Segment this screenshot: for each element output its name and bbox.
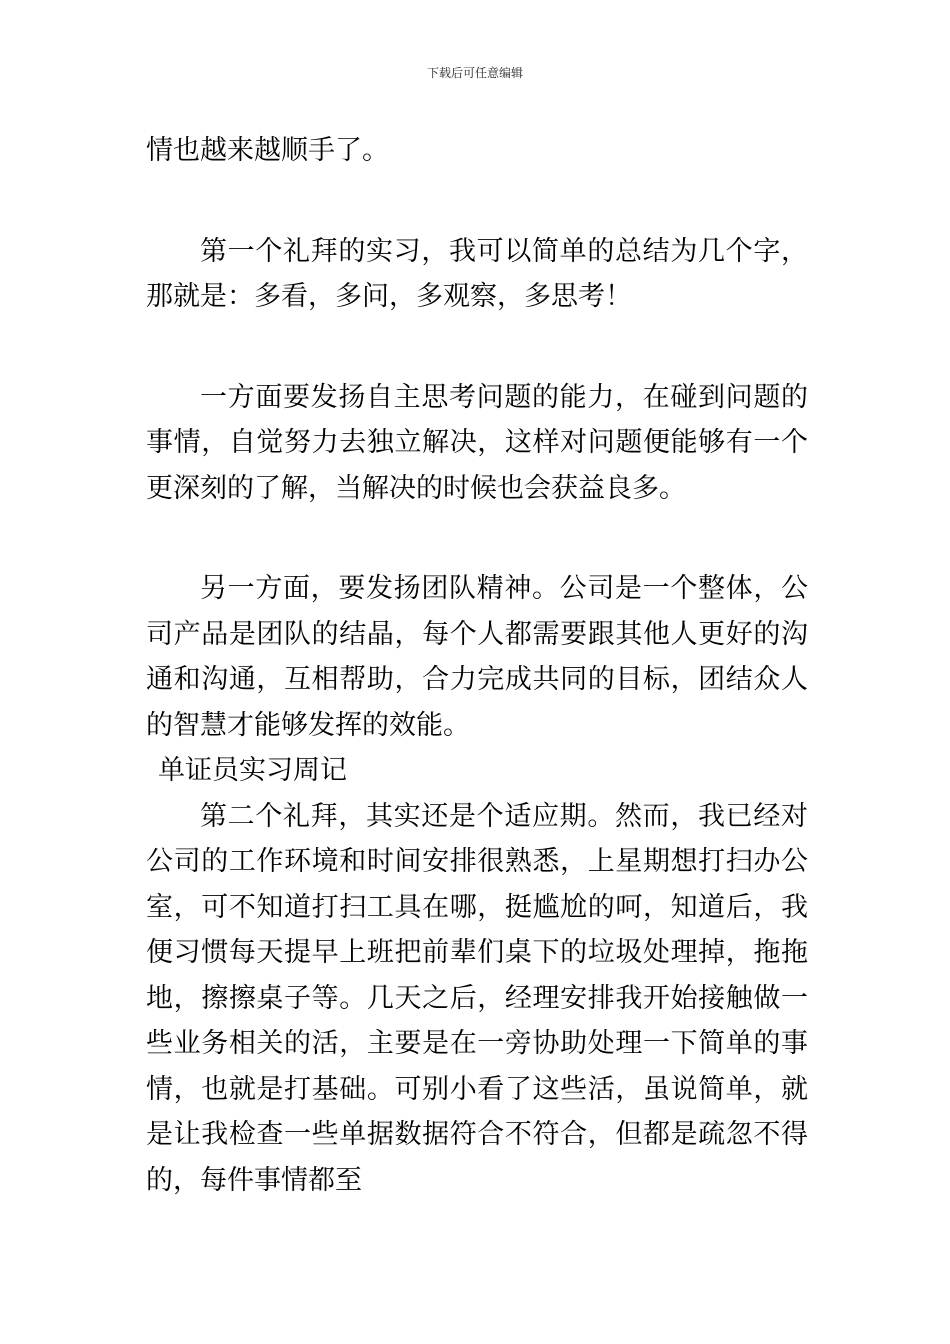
paragraph-independent-thinking: 一方面要发扬自主思考问题的能力，在碰到问题的事情，自觉努力去独立解决，这样对问题便能够有一个更深刻的了解，当解决的时候也会获益良多。 — [146, 381, 808, 504]
paragraph-gap — [146, 511, 808, 566]
paragraph-week2: 第二个礼拜，其实还是个适应期。然而，我已经对公司的工作环境和时间安排很熟悉，上星期想打扫办公室，可不知道打扫工具在哪，挺尴尬的呵，知道后，我便习惯每天提早上班把前辈们桌下的垃圾处理掉，拖拖地，擦擦桌子等。几天之后，经理安排我开始接触做一些业务相关的活，主要是在一旁协助处理一下简单的事情，也就是打基础。可别小看了这些活，虽说简单，就是让我检查一些单据数据符合不符合，但都是疏忽不得的，每件事情都至 — [146, 800, 808, 1196]
document-body — [146, 128, 808, 1203]
paragraph-week1-summary: 第一个礼拜的实习，我可以简单的总结为几个字，那就是：多看，多问，多观察，多思考！ — [146, 235, 808, 312]
page-header: 下载后可任意编辑 — [426, 66, 523, 80]
paragraph-gap — [146, 174, 808, 229]
paragraph-gap — [146, 320, 808, 375]
section-heading: 单证员实习周记 — [158, 755, 347, 786]
paragraph-continuation: 情也越来越顺手了。 — [146, 135, 389, 166]
paragraph-team-spirit: 另一方面，要发扬团队精神。公司是一个整体，公司产品是团队的结晶，每个人都需要跟其他人更好的沟通和沟通，互相帮助，合力完成共同的目标，团结众人的智慧才能够发挥的效能。 — [146, 573, 808, 741]
